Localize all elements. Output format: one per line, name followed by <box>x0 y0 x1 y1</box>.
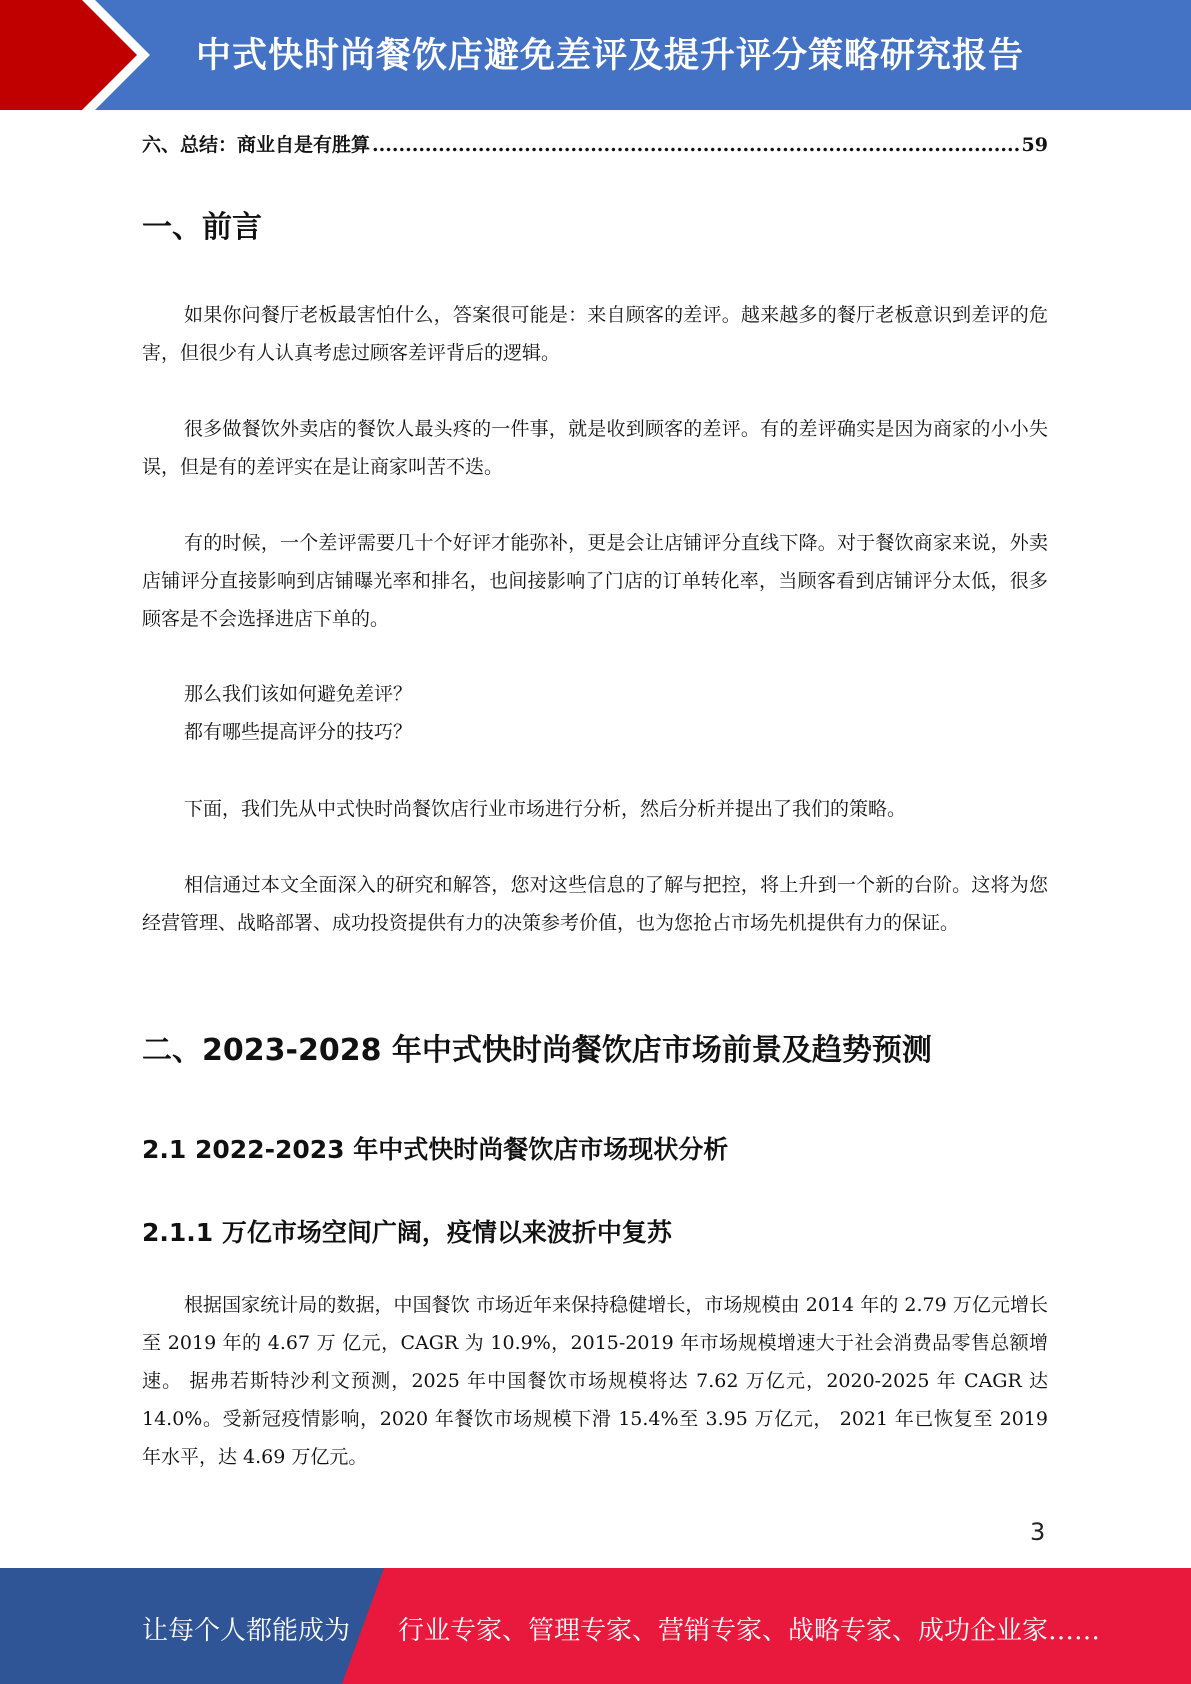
paragraph-4: 下面，我们先从中式快时尚餐饮店行业市场进行分析，然后分析并提出了我们的策略。 <box>184 798 907 820</box>
question-line-1: 那么我们该如何避免差评？ <box>184 683 413 705</box>
footer-slogan-left: 让每个人都能成为 <box>142 1616 351 1646</box>
header-banner <box>0 0 1191 110</box>
paragraph-6: 根据国家统计局的数据，中国餐饮 市场近年来保持稳健增长，市场规模由 2014 年的 2.79 万亿元增长至 2019 年的 4.67 万 亿元，CAGR 为 10.9%，2015-2019 年市场规模增速大于社会消费品零售总额增速。 据弗若斯特沙利文预测，2025 年中国餐饮市场规模将达 7.62 万亿元，2020-2025 年 CAGR 达 14.0%。受新冠疫情影响，2020 年餐饮市场规模下滑 15.4%至 3.95 万亿元， 2021 年已恢复至 2019 年水平，达 4.69 万亿元。 <box>142 1294 1048 1468</box>
subsection-heading-2-1: 2.1 2022-2023 年中式快时尚餐饮店市场现状分析 <box>142 1135 729 1164</box>
section-heading-preface: 一、前言 <box>142 210 262 245</box>
paragraph-1: 如果你问餐厅老板最害怕什么，答案很可能是：来自顾客的差评。越来越多的餐厅老板意识到差评的危害，但很少有人认真考虑过顾客差评背后的逻辑。 <box>142 304 1048 364</box>
paragraph-3: 有的时候，一个差评需要几十个好评才能弥补，更是会让店铺评分直线下降。对于餐饮商家来说，外卖店铺评分直接影响到店铺曝光率和排名，也间接影响了门店的订单转化率，当顾客看到店铺评分太低，很多顾客是不会选择进店下单的。 <box>142 532 1048 630</box>
toc-entry[interactable] <box>142 130 1048 157</box>
report-title: 中式快时尚餐饮店避免差评及提升评分策略研究报告 <box>196 36 1025 76</box>
paragraph-5: 相信通过本文全面深入的研究和解答，您对这些信息的了解与把控，将上升到一个新的台阶。这将为您经营管理、战略部署、成功投资提供有力的决策参考价值，也为您抢占市场先机提供有力的保证。 <box>142 874 1048 934</box>
page-number: 3 <box>1030 1518 1046 1546</box>
footer-banner <box>0 1568 1191 1684</box>
question-line-2: 都有哪些提高评分的技巧？ <box>184 721 413 743</box>
footer-slogan-right: 行业专家、管理专家、营销专家、战略专家、成功企业家…… <box>398 1616 1101 1646</box>
subsection-heading-2-1-1: 2.1.1 万亿市场空间广阔，疫情以来波折中复苏 <box>142 1218 672 1247</box>
toc-leader-dots <box>372 134 1020 156</box>
toc-entry-label: 六、总结：商业自是有胜算 <box>142 134 371 156</box>
section-heading-forecast: 二、2023-2028 年中式快时尚餐饮店市场前景及趋势预测 <box>142 1033 932 1068</box>
header-chevron-icon <box>0 0 160 110</box>
paragraph-2: 很多做餐饮外卖店的餐饮人最头疼的一件事，就是收到顾客的差评。有的差评确实是因为商家的小小失误，但是有的差评实在是让商家叫苦不迭。 <box>142 418 1048 478</box>
toc-entry-page: 59 <box>1021 134 1048 156</box>
